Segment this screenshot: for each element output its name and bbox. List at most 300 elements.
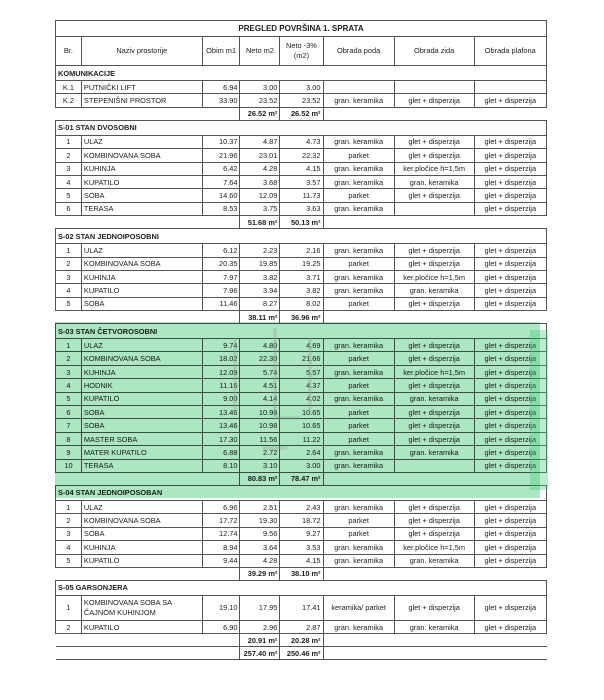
cell-no: 2 xyxy=(56,257,82,270)
subtotal-neto3: 50.13 m² xyxy=(280,216,323,229)
cell-zid: glet + disperzija xyxy=(394,406,474,419)
cell-neto3: 3.53 xyxy=(280,541,323,554)
cell-obim: 17.30 xyxy=(202,432,240,445)
cell-no: 2 xyxy=(56,514,82,527)
cell-obim: 6.42 xyxy=(202,162,240,175)
table-row xyxy=(56,284,547,297)
table-row xyxy=(56,270,547,283)
cell-obim: 7.97 xyxy=(202,270,240,283)
cell-neto3: 22.32 xyxy=(280,149,323,162)
section-row xyxy=(56,485,547,500)
cell-pod: gran. keramika xyxy=(323,620,394,633)
subtotal-row xyxy=(56,634,547,647)
cell-pod: parket xyxy=(323,257,394,270)
cell-no: 9 xyxy=(56,446,82,459)
cell-name: MATER KUPATILO xyxy=(81,446,202,459)
cell-neto: 3.10 xyxy=(240,459,280,472)
table-row xyxy=(56,379,547,392)
cell-no: 3 xyxy=(56,162,82,175)
cell-plafon: glet + disperzija xyxy=(474,135,546,148)
cell-no: 1 xyxy=(56,135,82,148)
cell-pod: parket xyxy=(323,189,394,202)
cell-neto3: 2.64 xyxy=(280,446,323,459)
cell-neto3: 19.25 xyxy=(280,257,323,270)
total-spacer xyxy=(56,647,240,660)
total-spacer xyxy=(323,647,546,660)
area-table xyxy=(55,20,547,660)
cell-plafon: glet + disperzija xyxy=(474,392,546,405)
cell-neto: 23.52 xyxy=(240,94,280,107)
cell-neto: 3.00 xyxy=(240,81,280,94)
cell-name: ULAZ xyxy=(81,339,202,352)
header-neto: Neto m2 xyxy=(240,37,280,66)
cell-obim: 14.60 xyxy=(202,189,240,202)
cell-name: STEPENIŠNI PROSTOR xyxy=(81,94,202,107)
cell-zid: gran. keramika xyxy=(394,284,474,297)
cell-pod: parket xyxy=(323,149,394,162)
cell-obim: 6.96 xyxy=(202,500,240,513)
cell-pod: gran. keramika xyxy=(323,175,394,188)
cell-plafon: glet + disperzija xyxy=(474,175,546,188)
cell-no: 10 xyxy=(56,459,82,472)
table-row xyxy=(56,135,547,148)
table-row xyxy=(56,406,547,419)
cell-plafon: glet + disperzija xyxy=(474,270,546,283)
cell-name: SOBA xyxy=(81,527,202,540)
cell-neto: 23.01 xyxy=(240,149,280,162)
table-row xyxy=(56,352,547,365)
cell-zid: gran. keramika xyxy=(394,175,474,188)
cell-neto: 4.28 xyxy=(240,554,280,567)
cell-neto: 4.51 xyxy=(240,379,280,392)
cell-neto3: 18.72 xyxy=(280,514,323,527)
cell-no: 5 xyxy=(56,392,82,405)
section-row xyxy=(56,324,547,339)
subtotal-spacer xyxy=(56,216,240,229)
cell-pod: gran. keramika xyxy=(323,202,394,215)
subtotal-spacer xyxy=(323,634,546,647)
cell-no: 7 xyxy=(56,419,82,432)
cell-no: 3 xyxy=(56,365,82,378)
cell-name: TERASA xyxy=(81,459,202,472)
cell-no: 1 xyxy=(56,500,82,513)
cell-name: PUTNIČKI LIFT xyxy=(81,81,202,94)
cell-no: 1 xyxy=(56,339,82,352)
cell-plafon: glet + disperzija xyxy=(474,284,546,297)
cell-plafon: glet + disperzija xyxy=(474,379,546,392)
cell-pod: gran. keramika xyxy=(323,244,394,257)
cell-obim: 17.72 xyxy=(202,514,240,527)
subtotal-row xyxy=(56,311,547,324)
table-row xyxy=(56,189,547,202)
section-title: S-03 STAN ČETVOROSOBNI xyxy=(56,324,547,339)
cell-zid: glet + disperzija xyxy=(394,339,474,352)
cell-name: KUPATILO xyxy=(81,392,202,405)
subtotal-neto: 39.29 m² xyxy=(240,567,280,580)
subtotal-row xyxy=(56,472,547,485)
cell-neto: 8.27 xyxy=(240,297,280,310)
cell-plafon: glet + disperzija xyxy=(474,446,546,459)
table-row xyxy=(56,94,547,107)
cell-zid: gran. keramika xyxy=(394,392,474,405)
cell-no: 1 xyxy=(56,244,82,257)
cell-zid: glet + disperzija xyxy=(394,527,474,540)
cell-neto: 4.28 xyxy=(240,162,280,175)
cell-no: 6 xyxy=(56,202,82,215)
subtotal-neto: 26.52 m² xyxy=(240,107,280,120)
cell-name: MASTER SOBA xyxy=(81,432,202,445)
table-row xyxy=(56,595,547,620)
cell-neto3: 2.43 xyxy=(280,500,323,513)
subtotal-neto3: 38.10 m² xyxy=(280,567,323,580)
cell-zid: gran. keramika xyxy=(394,620,474,633)
cell-obim: 6.12 xyxy=(202,244,240,257)
cell-zid: glet + disperzija xyxy=(394,135,474,148)
table-row xyxy=(56,175,547,188)
cell-name: TERASA xyxy=(81,202,202,215)
cell-neto3: 4.15 xyxy=(280,162,323,175)
table-row xyxy=(56,162,547,175)
cell-name: ULAZ xyxy=(81,135,202,148)
header-plafon: Obrada plafona xyxy=(474,37,546,66)
cell-zid: glet + disperzija xyxy=(394,379,474,392)
cell-name: KUHINJA xyxy=(81,162,202,175)
cell-name: ULAZ xyxy=(81,500,202,513)
cell-obim: 18.02 xyxy=(202,352,240,365)
cell-plafon: glet + disperzija xyxy=(474,149,546,162)
cell-neto: 4.87 xyxy=(240,135,280,148)
cell-pod xyxy=(323,81,394,94)
cell-neto3: 4.02 xyxy=(280,392,323,405)
cell-no: 5 xyxy=(56,554,82,567)
cell-obim: 6.90 xyxy=(202,620,240,633)
cell-plafon: glet + disperzija xyxy=(474,162,546,175)
cell-neto: 9.56 xyxy=(240,527,280,540)
cell-name: SOBA xyxy=(81,297,202,310)
cell-obim: 13.46 xyxy=(202,419,240,432)
cell-pod: gran. keramika xyxy=(323,446,394,459)
cell-zid: gran. keramika xyxy=(394,446,474,459)
cell-neto: 5.74 xyxy=(240,365,280,378)
table-row xyxy=(56,500,547,513)
cell-zid xyxy=(394,459,474,472)
table-row xyxy=(56,514,547,527)
cell-neto: 12.09 xyxy=(240,189,280,202)
cell-zid xyxy=(394,202,474,215)
cell-zid: glet + disperzija xyxy=(394,297,474,310)
cell-neto: 19.30 xyxy=(240,514,280,527)
cell-pod: parket xyxy=(323,379,394,392)
cell-pod: gran. keramika xyxy=(323,365,394,378)
cell-pod: gran. keramika xyxy=(323,459,394,472)
header-zid: Obrada zida xyxy=(394,37,474,66)
table-row xyxy=(56,257,547,270)
cell-no: 4 xyxy=(56,379,82,392)
cell-neto3: 8.02 xyxy=(280,297,323,310)
cell-no: 5 xyxy=(56,189,82,202)
cell-plafon: glet + disperzija xyxy=(474,459,546,472)
area-table-body xyxy=(56,21,547,660)
cell-pod: gran. keramika xyxy=(323,339,394,352)
table-row xyxy=(56,244,547,257)
cell-plafon: glet + disperzija xyxy=(474,339,546,352)
cell-obim: 7.64 xyxy=(202,175,240,188)
cell-pod: parket xyxy=(323,406,394,419)
table-row xyxy=(56,620,547,633)
subtotal-row xyxy=(56,216,547,229)
subtotal-neto: 38.11 m² xyxy=(240,311,280,324)
cell-neto3: 23.52 xyxy=(280,94,323,107)
cell-no: 4 xyxy=(56,541,82,554)
table-row xyxy=(56,446,547,459)
section-title: S-01 STAN DVOSOBNI xyxy=(56,120,547,135)
total-neto: 257.40 m² xyxy=(240,647,280,660)
cell-neto3: 3.82 xyxy=(280,284,323,297)
cell-neto: 2.23 xyxy=(240,244,280,257)
cell-zid: glet + disperzija xyxy=(394,419,474,432)
cell-no: K.1 xyxy=(56,81,82,94)
section-title: KOMUNIKACIJE xyxy=(56,66,547,81)
cell-name: KUHINJA xyxy=(81,541,202,554)
cell-neto: 17.95 xyxy=(240,595,280,620)
cell-no: 3 xyxy=(56,527,82,540)
table-row xyxy=(56,459,547,472)
cell-neto: 2.72 xyxy=(240,446,280,459)
cell-no: 6 xyxy=(56,406,82,419)
total-row xyxy=(56,647,547,660)
section-title: S-02 STAN JEDNOIPOSOBNI xyxy=(56,229,547,244)
cell-plafon: glet + disperzija xyxy=(474,202,546,215)
cell-name: KUPATILO xyxy=(81,284,202,297)
section-title: S-04 STAN JEDNOIPOSOBAN xyxy=(56,485,547,500)
cell-zid: ker.pločice h=1,5m xyxy=(394,162,474,175)
cell-plafon: glet + disperzija xyxy=(474,527,546,540)
cell-pod: gran. keramika xyxy=(323,284,394,297)
cell-no: 2 xyxy=(56,620,82,633)
page-title: PREGLED POVRŠINA 1. SPRATA xyxy=(56,21,547,37)
subtotal-neto: 51.68 m² xyxy=(240,216,280,229)
cell-plafon: glet + disperzija xyxy=(474,297,546,310)
table-row xyxy=(56,541,547,554)
cell-no: 2 xyxy=(56,352,82,365)
cell-neto: 19.85 xyxy=(240,257,280,270)
subtotal-neto3: 20.28 m² xyxy=(280,634,323,647)
subtotal-neto3: 26.52 m² xyxy=(280,107,323,120)
cell-neto3: 3.00 xyxy=(280,459,323,472)
cell-zid: glet + disperzija xyxy=(394,352,474,365)
table-row xyxy=(56,202,547,215)
cell-zid: glet + disperzija xyxy=(394,94,474,107)
cell-plafon: glet + disperzija xyxy=(474,189,546,202)
subtotal-spacer xyxy=(56,311,240,324)
cell-zid: gran. keramika xyxy=(394,554,474,567)
cell-neto3: 4.15 xyxy=(280,554,323,567)
section-row xyxy=(56,120,547,135)
cell-zid: glet + disperzija xyxy=(394,500,474,513)
cell-neto3: 3.63 xyxy=(280,202,323,215)
cell-name: KOMBINOVANA SOBA SA ČAJNOM KUHINJOM xyxy=(81,595,202,620)
cell-name: SOBA xyxy=(81,419,202,432)
cell-plafon: glet + disperzija xyxy=(474,554,546,567)
cell-name: KUHINJA xyxy=(81,270,202,283)
header-obim: Obim m1 xyxy=(202,37,240,66)
cell-pod: parket xyxy=(323,514,394,527)
cell-name: KOMBINOVANA SOBA xyxy=(81,514,202,527)
cell-name: KUPATILO xyxy=(81,554,202,567)
cell-obim: 19.10 xyxy=(202,595,240,620)
total-neto3: 250.46 m² xyxy=(280,647,323,660)
header-row xyxy=(56,37,547,66)
section-row xyxy=(56,229,547,244)
cell-obim: 33.90 xyxy=(202,94,240,107)
subtotal-spacer xyxy=(323,311,546,324)
cell-neto3: 3.71 xyxy=(280,270,323,283)
cell-plafon: glet + disperzija xyxy=(474,94,546,107)
cell-name: KOMBINOVANA SOBA xyxy=(81,352,202,365)
cell-zid: glet + disperzija xyxy=(394,514,474,527)
cell-zid: ker.pločice h=1,5m xyxy=(394,365,474,378)
subtotal-spacer xyxy=(56,634,240,647)
cell-plafon: glet + disperzija xyxy=(474,620,546,633)
cell-plafon: glet + disperzija xyxy=(474,541,546,554)
cell-no: 2 xyxy=(56,149,82,162)
cell-obim: 21.96 xyxy=(202,149,240,162)
table-row xyxy=(56,419,547,432)
table-row xyxy=(56,297,547,310)
cell-neto3: 11.22 xyxy=(280,432,323,445)
cell-neto3: 21.66 xyxy=(280,352,323,365)
table-row xyxy=(56,432,547,445)
cell-name: KUPATILO xyxy=(81,175,202,188)
cell-neto: 3.75 xyxy=(240,202,280,215)
cell-neto: 3.64 xyxy=(240,541,280,554)
subtotal-row xyxy=(56,107,547,120)
cell-pod: gran. keramika xyxy=(323,94,394,107)
cell-pod: gran. keramika xyxy=(323,135,394,148)
subtotal-spacer xyxy=(56,107,240,120)
cell-obim: 7.96 xyxy=(202,284,240,297)
cell-plafon: glet + disperzija xyxy=(474,365,546,378)
table-row xyxy=(56,339,547,352)
cell-neto3: 2.87 xyxy=(280,620,323,633)
cell-plafon: glet + disperzija xyxy=(474,244,546,257)
cell-neto3: 4.69 xyxy=(280,339,323,352)
cell-name: KOMBINOVANA SOBA xyxy=(81,149,202,162)
cell-plafon: glet + disperzija xyxy=(474,257,546,270)
header-pod: Obrada poda xyxy=(323,37,394,66)
cell-pod: gran. keramika xyxy=(323,541,394,554)
cell-obim: 13.46 xyxy=(202,406,240,419)
floor-area-sheet xyxy=(55,20,547,660)
cell-zid: glet + disperzija xyxy=(394,432,474,445)
title-row xyxy=(56,21,547,37)
cell-neto3: 17.41 xyxy=(280,595,323,620)
cell-obim: 6.94 xyxy=(202,81,240,94)
cell-no: 3 xyxy=(56,270,82,283)
cell-obim: 20.35 xyxy=(202,257,240,270)
subtotal-spacer xyxy=(323,216,546,229)
subtotal-spacer xyxy=(323,472,546,485)
cell-no: 1 xyxy=(56,595,82,620)
cell-name: SOBA xyxy=(81,406,202,419)
cell-pod: parket xyxy=(323,432,394,445)
table-row xyxy=(56,149,547,162)
cell-zid: glet + disperzija xyxy=(394,244,474,257)
cell-name: KUPATILO xyxy=(81,620,202,633)
cell-no: 5 xyxy=(56,297,82,310)
cell-obim: 9.00 xyxy=(202,392,240,405)
cell-pod: parket xyxy=(323,297,394,310)
cell-obim: 8.53 xyxy=(202,202,240,215)
cell-pod: gran. keramika xyxy=(323,162,394,175)
cell-obim: 10.37 xyxy=(202,135,240,148)
subtotal-spacer xyxy=(323,107,546,120)
cell-neto3: 10.65 xyxy=(280,406,323,419)
cell-neto: 10.98 xyxy=(240,419,280,432)
cell-obim: 9.44 xyxy=(202,554,240,567)
cell-neto: 22.30 xyxy=(240,352,280,365)
section-row xyxy=(56,66,547,81)
table-row xyxy=(56,392,547,405)
cell-zid: glet + disperzija xyxy=(394,189,474,202)
cell-neto3: 4.73 xyxy=(280,135,323,148)
section-title: S-05 GARSONJERA xyxy=(56,580,547,595)
subtotal-spacer xyxy=(56,472,240,485)
table-row xyxy=(56,527,547,540)
cell-obim: 6.88 xyxy=(202,446,240,459)
cell-plafon: glet + disperzija xyxy=(474,595,546,620)
cell-neto3: 3.00 xyxy=(280,81,323,94)
cell-no: 8 xyxy=(56,432,82,445)
cell-no: 4 xyxy=(56,175,82,188)
cell-neto3: 5.57 xyxy=(280,365,323,378)
cell-neto: 4.80 xyxy=(240,339,280,352)
cell-obim: 11.16 xyxy=(202,379,240,392)
cell-obim: 8.94 xyxy=(202,541,240,554)
cell-zid: glet + disperzija xyxy=(394,595,474,620)
cell-pod: parket xyxy=(323,419,394,432)
subtotal-neto3: 78.47 m² xyxy=(280,472,323,485)
cell-pod: gran. keramika xyxy=(323,270,394,283)
table-row xyxy=(56,365,547,378)
cell-pod: parket xyxy=(323,352,394,365)
cell-name: KUHINJA xyxy=(81,365,202,378)
cell-pod: gran. keramika xyxy=(323,392,394,405)
cell-name: SOBA xyxy=(81,189,202,202)
cell-neto: 2.51 xyxy=(240,500,280,513)
cell-pod: gran. keramika xyxy=(323,554,394,567)
cell-obim: 12.09 xyxy=(202,365,240,378)
cell-name: ULAZ xyxy=(81,244,202,257)
cell-neto3: 2.16 xyxy=(280,244,323,257)
cell-neto: 11.56 xyxy=(240,432,280,445)
subtotal-spacer xyxy=(323,567,546,580)
cell-obim: 8.10 xyxy=(202,459,240,472)
cell-zid xyxy=(394,81,474,94)
cell-name: KOMBINOVANA SOBA xyxy=(81,257,202,270)
header-neto3: Neto -3% (m2) xyxy=(280,37,323,66)
subtotal-neto: 80.83 m² xyxy=(240,472,280,485)
cell-plafon: glet + disperzija xyxy=(474,406,546,419)
cell-pod: parket xyxy=(323,527,394,540)
cell-plafon: glet + disperzija xyxy=(474,352,546,365)
cell-neto3: 3.57 xyxy=(280,175,323,188)
cell-plafon: glet + disperzija xyxy=(474,514,546,527)
cell-neto3: 11.73 xyxy=(280,189,323,202)
cell-neto: 10.98 xyxy=(240,406,280,419)
cell-obim: 12.74 xyxy=(202,527,240,540)
cell-zid: glet + disperzija xyxy=(394,257,474,270)
